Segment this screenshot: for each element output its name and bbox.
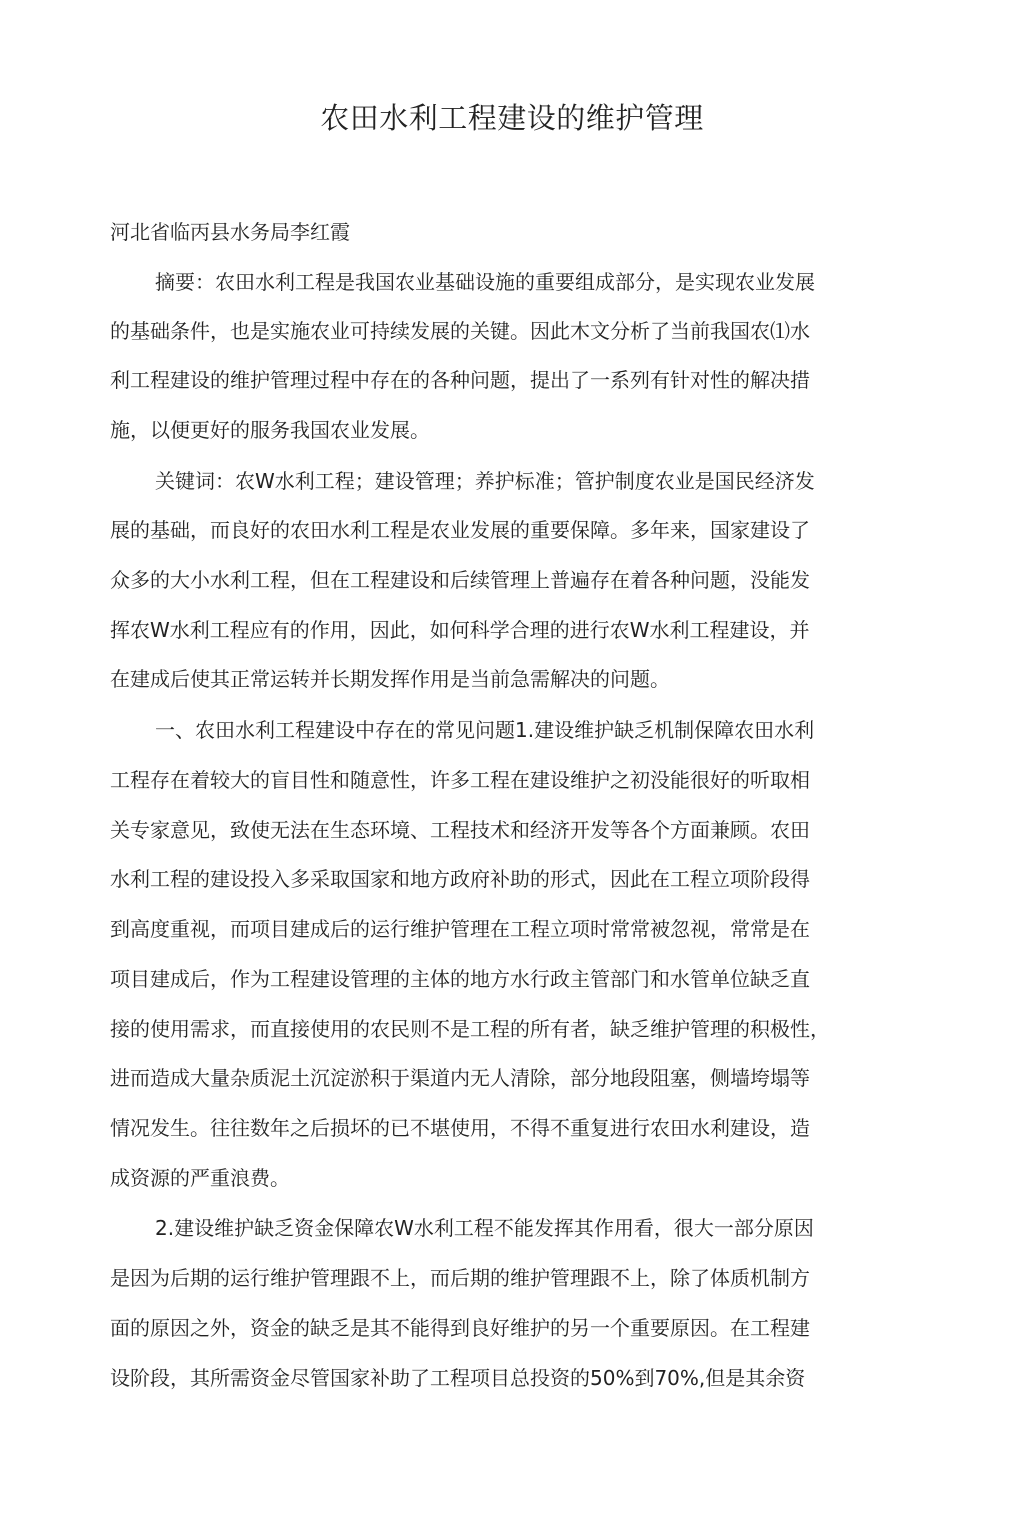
- body-line: 展的基础，而良好的农田水利工程是农业发展的重要保障。多年来，国家建设了: [110, 518, 810, 542]
- keywords-line: 关键词：农W水利工程；建设管理；养护标准；管护制度农业是国民经济发: [155, 469, 815, 493]
- body-line: 设阶段，其所需资金尽管国家补助了工程项目总投资的50%到70%,但是其余资: [110, 1366, 806, 1390]
- body-line: 挥农W水利工程应有的作用，因此，如何科学合理的进行农W水利工程建设，并: [110, 618, 810, 642]
- abstract-line: 施，以便更好的服务我国农业发展。: [110, 418, 430, 442]
- body-line: 情况发生。往往数年之后损坏的已不堪使用，不得不重复进行农田水利建设，造: [110, 1116, 810, 1140]
- body-line: 成资源的严重浪费。: [110, 1166, 290, 1190]
- abstract-line: 利工程建设的维护管理过程中存在的各种问题，提出了一系列有针对性的解决措: [110, 368, 810, 392]
- body-line: 众多的大小水利工程，但在工程建设和后续管理上普遍存在着各种问题，没能发: [110, 568, 810, 592]
- abstract-line: 摘要：农田水利工程是我国农业基础设施的重要组成部分，是实现农业发展: [155, 270, 815, 294]
- body-line: 到高度重视，而项目建成后的运行维护管理在工程立项时常常被忽视，常常是在: [110, 917, 810, 941]
- body-line: 接的使用需求，而直接使用的农民则不是工程的所有者，缺乏维护管理的积极性，: [110, 1017, 830, 1041]
- body-line: 在建成后使其正常运转并长期发挥作用是当前急需解决的问题。: [110, 667, 670, 691]
- author-line: 河北省临丙县水务局李红霞: [110, 220, 350, 244]
- body-line: 关专家意见，致使无法在生态环境、工程技术和经济开发等各个方面兼顾。农田: [110, 818, 810, 842]
- body-line: 水利工程的建设投入多采取国家和地方政府补助的形式，因此在工程立项阶段得: [110, 867, 810, 891]
- abstract-line: 的基础条件，也是实施农业可持续发展的关键。因此木文分析了当前我国农⑴水: [110, 319, 810, 343]
- body-line: 项目建成后，作为工程建设管理的主体的地方水行政主管部门和水管单位缺乏直: [110, 967, 810, 991]
- body-line: 工程存在着较大的盲目性和随意性，许多工程在建设维护之初没能很好的听取相: [110, 768, 810, 792]
- document-title: 农田水利工程建设的维护管理: [320, 101, 704, 135]
- body-line: 是因为后期的运行维护管理跟不上，而后期的维护管理跟不上，除了体质机制方: [110, 1266, 810, 1290]
- section-line: 2.建设维护缺乏资金保障农W水利工程不能发挥其作用看，很大一部分原因: [155, 1216, 814, 1240]
- body-line: 面的原因之外，资金的缺乏是其不能得到良好维护的另一个重要原因。在工程建: [110, 1316, 810, 1340]
- section-line: 一、农田水利工程建设中存在的常见问题1.建设维护缺乏机制保障农田水利: [155, 718, 815, 742]
- body-line: 进而造成大量杂质泥土沉淀淤积于渠道内无人清除，部分地段阻塞，侧墙垮塌等: [110, 1066, 810, 1090]
